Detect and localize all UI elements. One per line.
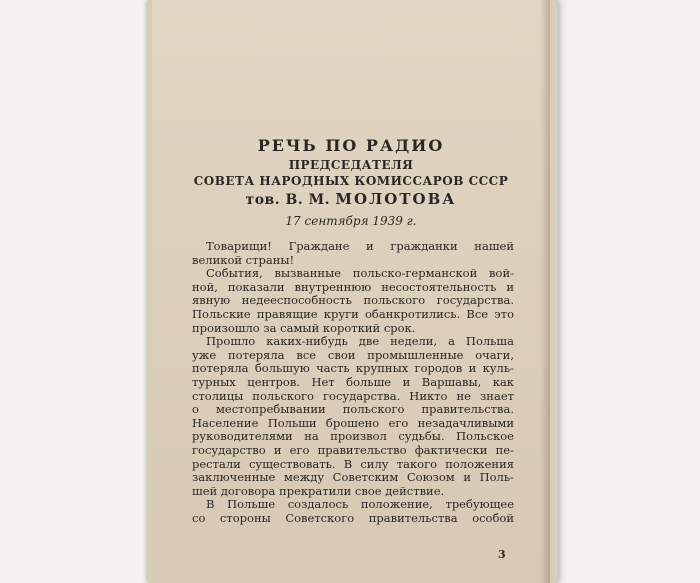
text-line: государство и его правительство фактически пе- — [192, 442, 514, 457]
page-edge — [540, 0, 550, 583]
text-line: Польские правящие круги обанкротились. Все это — [192, 306, 514, 321]
text-line: столицы польского государства. Никто не знает — [192, 388, 514, 403]
text-line: руководителями на произвол судьбы. Польское — [192, 429, 514, 444]
text-line: События, вызванные польско-германской вой- — [206, 266, 514, 281]
heading-author — [152, 190, 550, 208]
text-line: потеряла большую часть крупных городов и куль- — [192, 361, 514, 376]
text-line: ной, показали внутреннюю несостоятельность и — [192, 279, 514, 294]
text-line: Население Польши брошено его незадачливыми — [192, 415, 514, 430]
text-line: о местопребывании польского правительства. — [192, 402, 514, 417]
author-surname: МОЛОТОВА — [335, 190, 457, 208]
heading-subtitle-1: ПРЕДСЕДАТЕЛЯ — [288, 158, 414, 172]
text-line: В Польше создалось положение, требующее — [206, 497, 514, 512]
heading-subtitle-2: СОВЕТА НАРОДНЫХ КОМИССАРОВ СССР — [193, 174, 509, 188]
text-line: произошло за самый короткий срок. — [192, 320, 416, 335]
text-line: Товарищи! Граждане и гражданки нашей — [206, 239, 514, 253]
book-page — [152, 0, 550, 583]
text-line: уже потеряла все свои промышленные очаги, — [192, 347, 514, 362]
text-line: рестали существовать. В силу такого положения — [192, 456, 514, 471]
text-line: Прошло каких-нибудь две недели, а Польша — [206, 334, 514, 349]
text-line: великой страны! — [192, 252, 295, 267]
heading-title: РЕЧЬ ПО РАДИО — [257, 136, 445, 155]
text-line: явную недееспособность польского государства. — [192, 293, 514, 308]
text-line: со стороны Советского правительства особой — [192, 510, 514, 525]
text-line: шей договора прекратили свое действие. — [192, 483, 445, 498]
text-line: заключенные между Советским Союзом и Поль- — [192, 470, 514, 485]
text-line: турных центров. Нет больше и Варшавы, как — [192, 374, 514, 389]
speech-body — [192, 240, 514, 525]
page-number: 3 — [498, 548, 506, 561]
speech-date: 17 сентября 1939 г. — [285, 214, 417, 228]
author-prefix: тов. В. М. — [245, 192, 336, 208]
